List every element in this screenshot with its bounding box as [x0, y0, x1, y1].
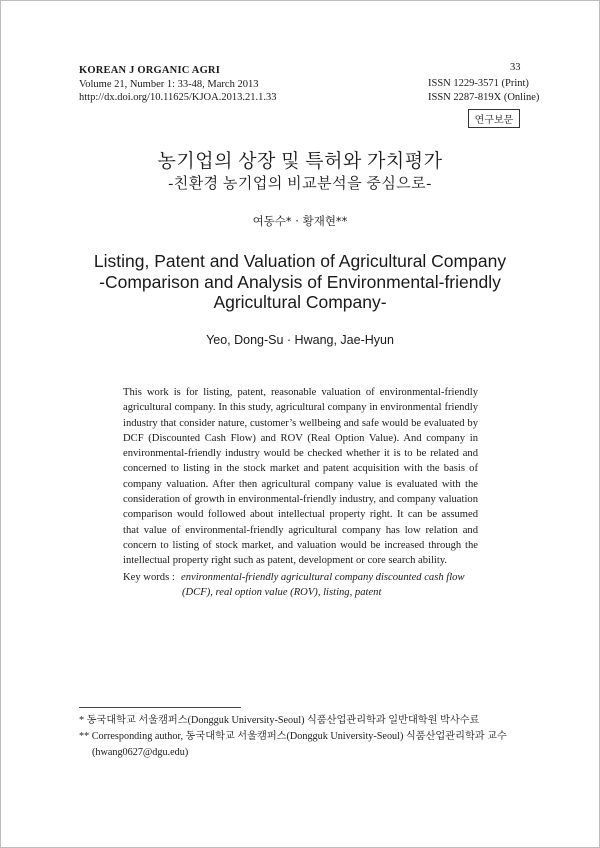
english-title-line2: -Comparison and Analysis of Environmental-friendly [99, 271, 501, 292]
journal-header [79, 64, 276, 105]
keywords-label: Key words : [123, 572, 175, 583]
footnotes [79, 713, 539, 761]
korean-authors: 여동수* · 황재현** [252, 214, 348, 228]
abstract: This work is for listing, patent, reasonable valuation of environmental-friendly agricultural company. In this study, agricultural company in environmental friendly industry that consider nature, customer’s wellbeing and safe would be evaluated by DCF (Discounted Cash Flow) and ROV (Real Option Value). And company in environmental-friendly industry would be checked whether it is to be related and concerned to listing in the stock market and patent acquisition with the basis of company valuation. After then agricultural company value is evaluated with the consideration of growth in environmental-friendly industry, and company valuation comparison would followed about intellectual property right. It can be assumed that value of environmental-friendly agricultural company has low relation and concern to listing of stock market, and valuation would be increased through the intellectual property right such as patent, development or core search ability. [123, 387, 478, 567]
article-type-badge: 연구보문 [468, 109, 520, 128]
korean-title: 농기업의 상장 및 특허와 가치평가 [157, 151, 443, 172]
keywords [123, 570, 465, 601]
page-number: 33 [510, 62, 521, 73]
issn-block [428, 77, 539, 104]
english-authors: Yeo, Dong-Su · Hwang, Jae-Hyun [206, 333, 394, 347]
english-title-line3: Agricultural Company- [213, 292, 387, 312]
keywords-line2: (DCF), real option value (ROV), listing, patent [182, 587, 382, 599]
english-title [0, 251, 600, 313]
volume-info: Volume 21, Number 1: 33-48, March 2013 [79, 78, 259, 90]
issn-online: ISSN 2287-819X (Online) [428, 91, 540, 103]
keywords-line1: environmental-friendly agricultural company discounted cash flow [181, 572, 465, 583]
issn-print: ISSN 1229-3571 (Print) [428, 78, 529, 89]
footnote-1: * 동국대학교 서울캠퍼스(Dongguk University-Seoul) 식품산업관리학과 일반대학원 박사수료 [79, 715, 480, 726]
footnote-2-email[interactable]: (hwang0627@dgu.edu) [92, 747, 189, 758]
english-title-line1: Listing, Patent and Valuation of Agricultural Company [93, 251, 507, 271]
footnote-divider [79, 707, 241, 708]
korean-subtitle: -친환경 농기업의 비교분석을 중심으로- [168, 176, 432, 192]
doi-link[interactable]: http://dx.doi.org/10.11625/KJOA.2013.21.1.33 [79, 92, 277, 103]
journal-name: KOREAN J ORGANIC AGRI [79, 65, 221, 76]
footnote-2: ** Corresponding author, 동국대학교 서울캠퍼스(Dongguk University-Seoul) 식품산업관리학과 교수 [79, 731, 507, 742]
